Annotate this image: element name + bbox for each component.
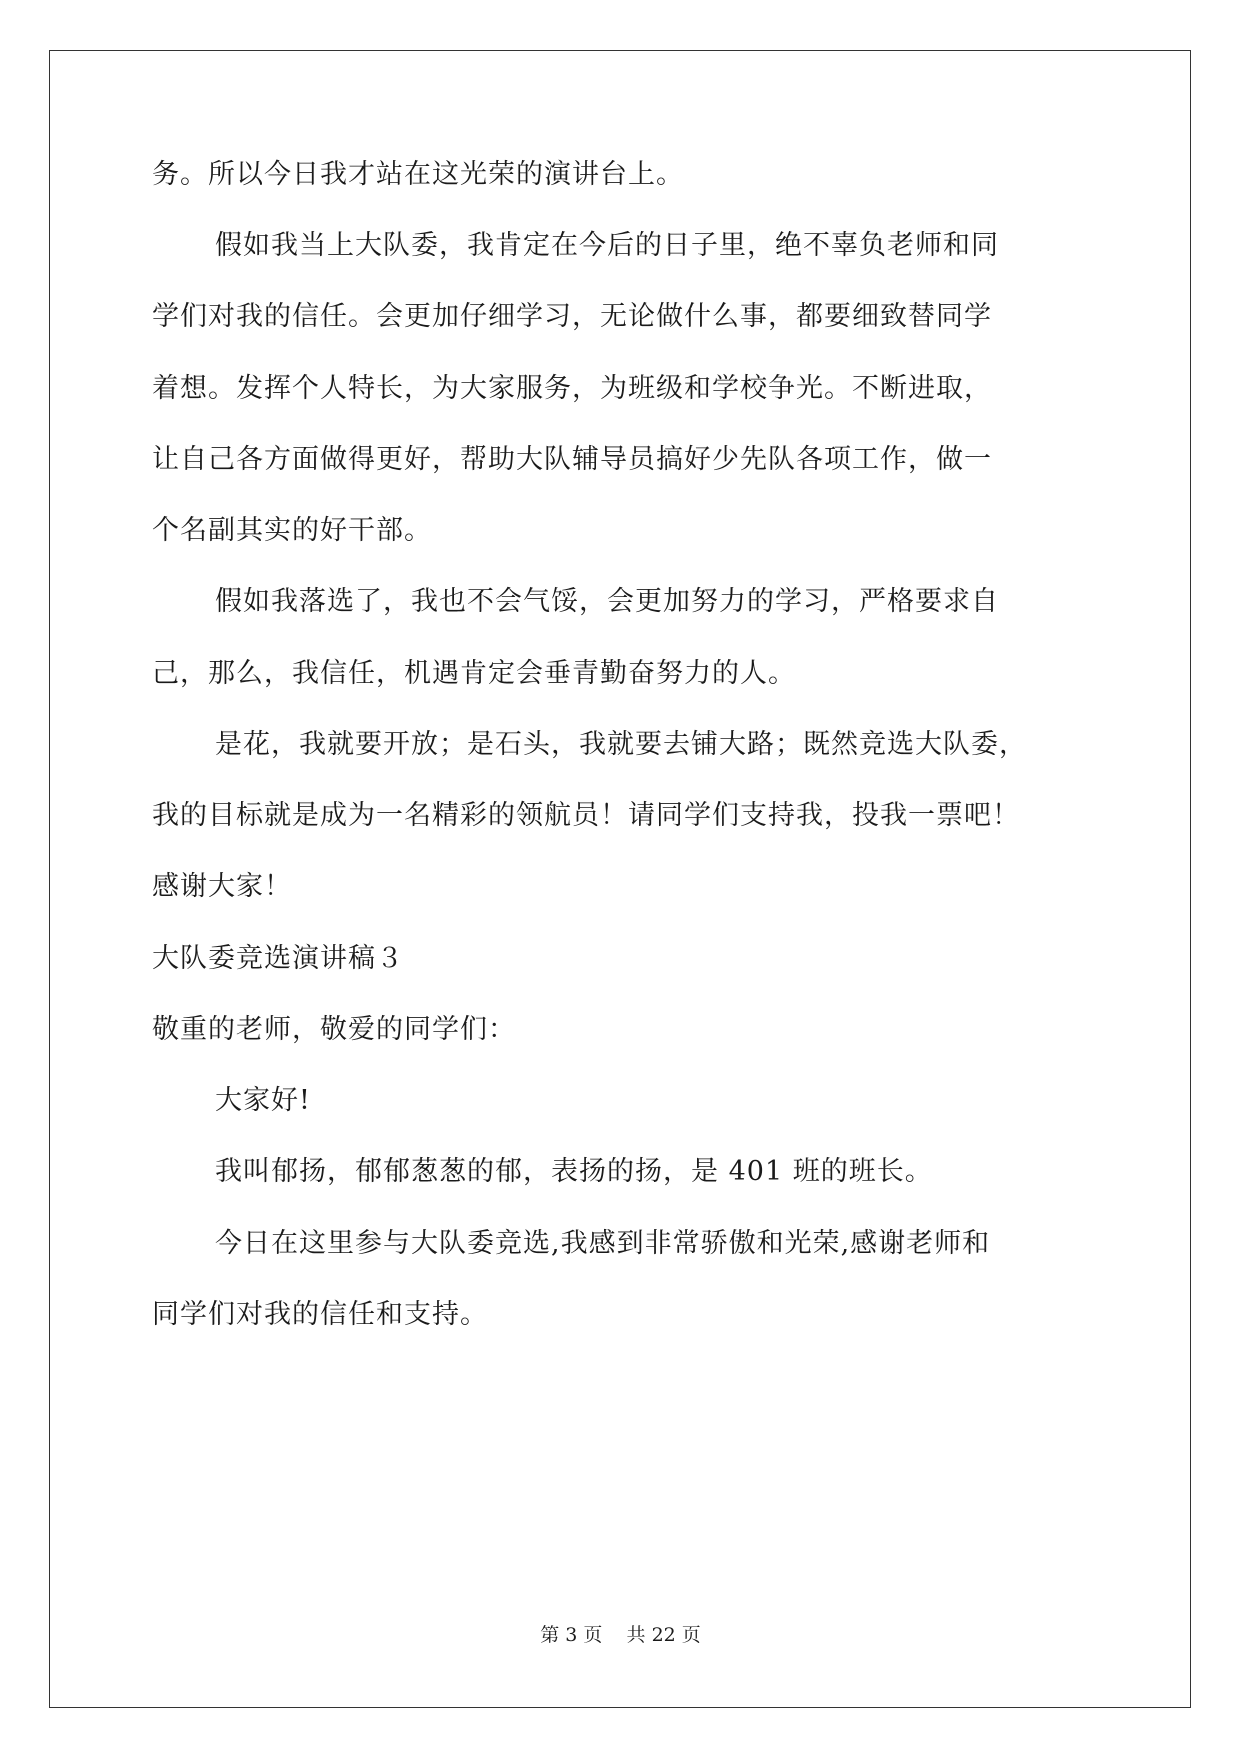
paragraph-line: 己，那么，我信任，机遇肯定会垂青勤奋努力的人。 — [152, 658, 796, 689]
paragraph-line: 个名副其实的好干部。 — [152, 515, 432, 546]
salutation: 敬重的老师，敬爱的同学们： — [152, 1014, 516, 1045]
paragraph-line: 同学们对我的信任和支持。 — [152, 1299, 488, 1330]
paragraph-line: 务。所以今日我才站在这光荣的演讲台上。 — [152, 159, 684, 190]
paragraph-line: 我的目标就是成为一名精彩的领航员！请同学们支持我，投我一票吧！ — [152, 800, 1020, 831]
page-number: 第 3 页 共 22 页 — [540, 1624, 701, 1646]
paragraph-line: 着想。发挥个人特长，为大家服务，为班级和学校争光。不断进取， — [152, 373, 992, 404]
paragraph-line: 感谢大家！ — [152, 871, 292, 902]
paragraph-line: 今日在这里参与大队委竞选,我感到非常骄傲和光荣,感谢老师和 — [215, 1228, 991, 1259]
section-heading: 大队委竞选演讲稿３ — [152, 943, 404, 974]
paragraph-line: 让自己各方面做得更好，帮助大队辅导员搞好少先队各项工作，做一 — [152, 444, 992, 475]
paragraph-line: 我叫郁扬，郁郁葱葱的郁，表扬的扬，是 401 班的班长。 — [215, 1156, 933, 1187]
paragraph-line: 假如我落选了，我也不会气馁，会更加努力的学习，严格要求自 — [215, 586, 999, 617]
paragraph-line: 假如我当上大队委，我肯定在今后的日子里，绝不辜负老师和同 — [215, 230, 999, 261]
paragraph-line: 是花，我就要开放；是石头，我就要去铺大路；既然竞选大队委， — [215, 729, 1027, 760]
greeting: 大家好! — [215, 1085, 311, 1116]
paragraph-line: 学们对我的信任。会更加仔细学习，无论做什么事，都要细致替同学 — [152, 301, 992, 332]
